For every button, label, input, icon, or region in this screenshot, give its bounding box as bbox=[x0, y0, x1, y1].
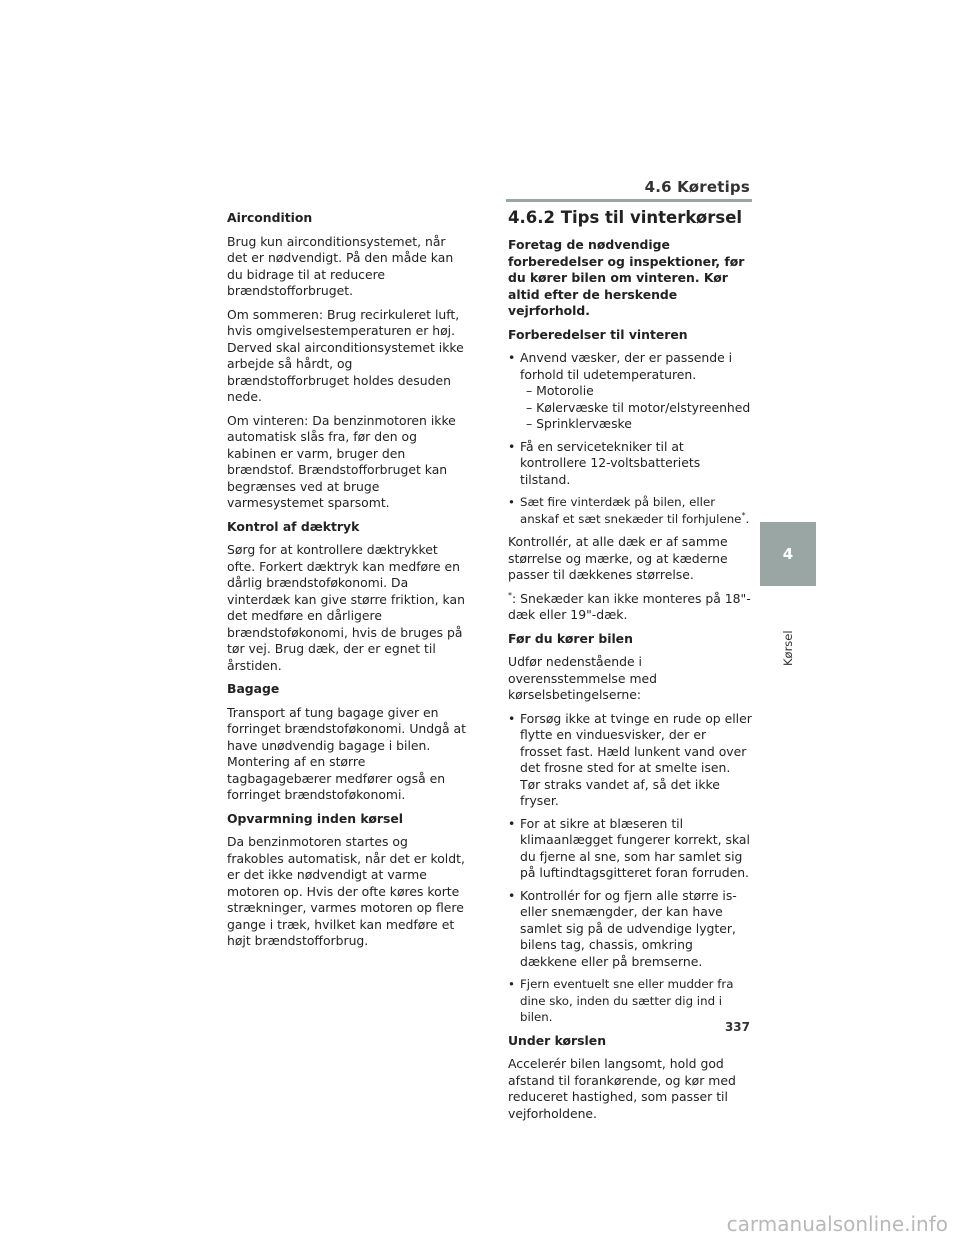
sublist-item: – Kølervæske til motor/elstyreenhed bbox=[526, 400, 752, 417]
before-list bbox=[508, 711, 752, 1026]
prep-bullet-2: Få en servicetekniker til at kontrollere 12-voltsbatteriets tilstand. bbox=[520, 438, 701, 487]
warmup-heading: Opvarmning inden kørsel bbox=[227, 810, 404, 826]
footnote bbox=[508, 591, 752, 624]
prep-list bbox=[508, 350, 752, 527]
section-intro: Foretag de nødvendige forberedelser og inspektioner, før du kører bilen om vinteren. Kør altid efter de herskende vejrforhold. bbox=[508, 237, 745, 318]
prep-bullet-3: Sæt fire vinterdæk på bilen, eller anskaf et sæt snekæder til forhjulene bbox=[520, 495, 742, 526]
prep-heading: Forberedelser til vinteren bbox=[508, 326, 688, 342]
chapter-label: Kørsel bbox=[781, 630, 795, 666]
list-item bbox=[508, 888, 752, 971]
aircon-paragraph-3: Om vinteren: Da benzinmotoren ikke automatisk slås fra, før den og kabinen er varm, bruger den brændstof. Brændstofforbruget kan begrænses ved at bruge varmesystemet sparsomt. bbox=[227, 412, 456, 510]
fluid-sublist bbox=[520, 383, 752, 433]
luggage-heading: Bagage bbox=[227, 681, 280, 696]
list-item bbox=[508, 494, 752, 527]
before-heading: Før du kører bilen bbox=[508, 630, 633, 646]
before-bullet-3: Kontrollér for og fjern alle større is- eller snemængder, der kan have samlet sig på de udvendige lygter, bilens tag, chassis, omkring dækkene eller på bremserne. bbox=[520, 887, 737, 969]
list-item bbox=[508, 816, 752, 882]
during-paragraph: Accelerér bilen langsomt, hold god afstand til forankørende, og kør med reduceret hastighed, som passer til vejforholdene. bbox=[508, 1056, 736, 1121]
left-column bbox=[227, 210, 467, 957]
aircon-heading: Aircondition bbox=[227, 210, 313, 225]
chapter-tab[interactable] bbox=[760, 522, 816, 586]
aircon-paragraph-2: Om sommeren: Brug recirkuleret luft, hvis omgivelsestemperaturen er høj. Derved skal airconditionsystemet ikke arbejde så hårdt, og brændstofforbruget holdes desuden nede. bbox=[227, 306, 464, 404]
before-bullet-2: For at sikre at blæseren til klimaanlægget fungerer korrekt, skal du fjerne al sne, som har samlet sig på luftindtagsgitteret foran forruden. bbox=[520, 815, 750, 880]
header-rule bbox=[506, 199, 752, 202]
list-item bbox=[508, 350, 752, 433]
list-item bbox=[508, 976, 752, 1026]
luggage-paragraph: Transport af tung bagage giver en forringet brændstoføkonomi. Undgå at have unødvendig bagage i bilen. Montering af en større tagbagagebærer medfører også en forringet brændstoføkonomi. bbox=[227, 704, 466, 802]
prep-paragraph: Kontrollér, at alle dæk er af samme størrelse og mærke, og at kæderne passer til dækkenes størrelse. bbox=[508, 534, 728, 582]
footnote-text: : Snekæder kan ikke monteres på 18"-dæk eller 19"-dæk. bbox=[508, 590, 751, 622]
tire-paragraph: Sørg for at kontrollere dæktrykket ofte. Forkert dæktryk kan medføre en dårlig brændstoføkonomi. Da vinterdæk kan give større friktion, kan det medføre en dårligere brændstoføkonomi, hvis de bruges på tør vej. Brug dæk, der er egnet til årstiden. bbox=[227, 542, 465, 673]
list-item bbox=[508, 439, 752, 489]
aircon-paragraph-1: Brug kun airconditionsystemet, når det er nødvendigt. På den måde kan du bidrage til at reducere brændstofforbruget. bbox=[227, 233, 454, 298]
section-title: 4.6.2 Tips til vinterkørsel bbox=[508, 208, 743, 227]
during-heading: Under kørslen bbox=[508, 1032, 607, 1048]
before-bullet-1: Forsøg ikke at tvinge en rude op eller flytte en vinduesvisker, der er frosset fast. Hæld lunkent vand over det frosne sted for at smelte isen. Tør straks vandet af, så det ikke fryser. bbox=[520, 710, 752, 808]
sublist-item: – Motorolie bbox=[526, 383, 752, 400]
footnote-marker: * bbox=[508, 590, 512, 600]
page-number: 337 bbox=[724, 1020, 750, 1034]
right-column bbox=[508, 208, 752, 1129]
prep-bullet-1: Anvend væsker, der er passende i forhold til udetemperaturen. bbox=[520, 350, 733, 382]
footnote-marker: * bbox=[741, 510, 746, 520]
prep-bullet-3-end: . bbox=[745, 511, 750, 526]
tire-heading: Kontrol af dæktryk bbox=[227, 518, 360, 534]
before-bullet-4: Fjern eventuelt sne eller mudder fra dine sko, inden du sætter dig ind i bilen. bbox=[520, 977, 734, 1024]
chapter-number: 4 bbox=[782, 545, 794, 563]
warmup-paragraph: Da benzinmotoren startes og frakobles automatisk, når det er koldt, er det ikke nødvendigt at varme motoren op. Hvis der ofte køres korte strækninger, varmes motoren op flere gange i træk, hvilket kan medføre et højt brændstofforbrug. bbox=[227, 834, 465, 948]
before-paragraph: Udfør nedenstående i overensstemmelse med kørselsbetingelserne: bbox=[508, 654, 658, 702]
page-header-title: 4.6 Køretips bbox=[644, 178, 750, 196]
list-item bbox=[508, 711, 752, 810]
sublist-item: – Sprinklervæske bbox=[526, 416, 752, 433]
watermark-logo: carmanualsonline.info bbox=[726, 1212, 948, 1236]
